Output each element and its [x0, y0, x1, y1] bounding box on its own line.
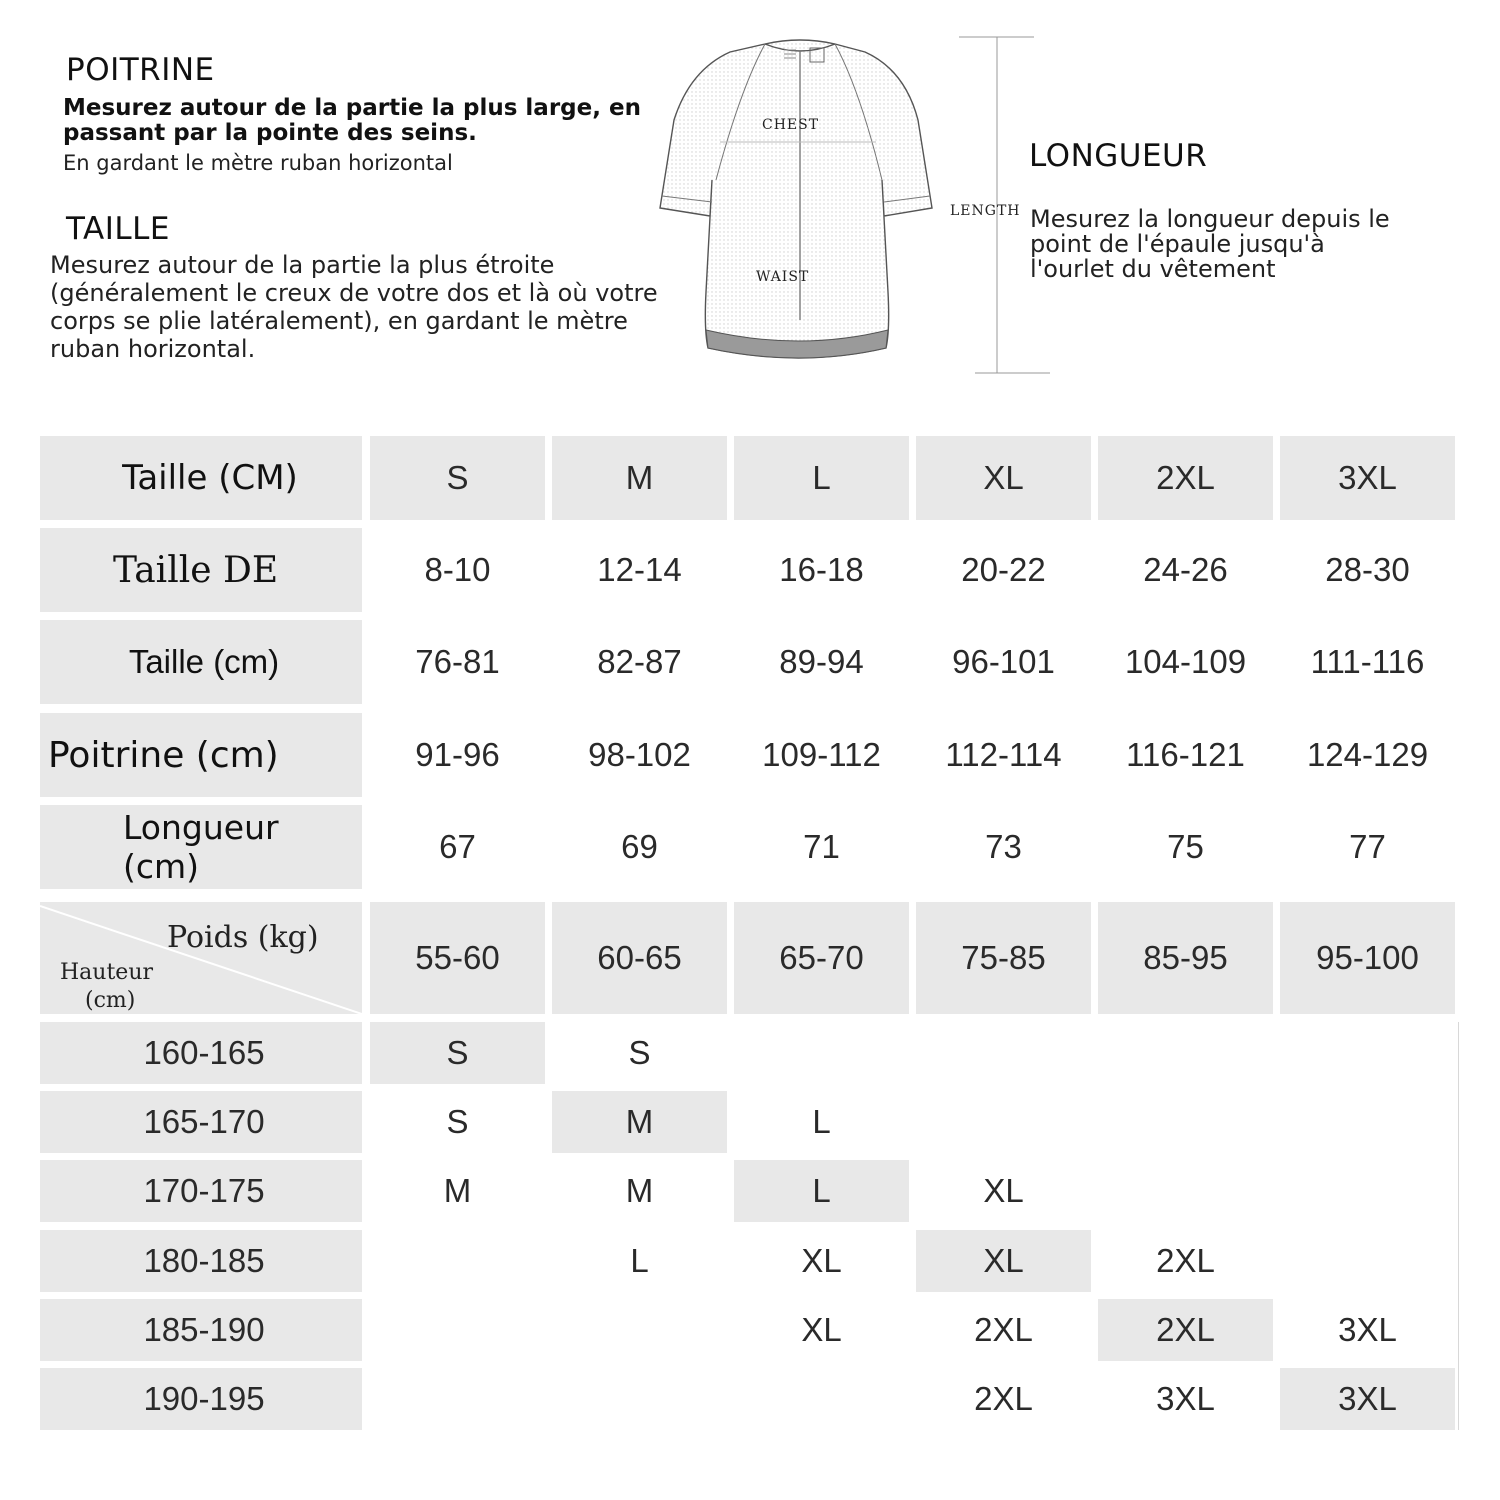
waist-desc-line2: (généralement le creux de votre dos et là où votre [50, 279, 658, 307]
fit-cell [1280, 1160, 1455, 1222]
size-cell: 16-18 [779, 551, 864, 588]
size-cell: 116-121 [1126, 736, 1245, 773]
fit-cell: S [628, 1034, 651, 1071]
fit-cell [1280, 1230, 1455, 1292]
size-cell: 111-116 [1310, 643, 1425, 680]
weight-header: 60-65 [552, 902, 727, 1014]
fit-cell: 3XL [1156, 1380, 1215, 1417]
weight-header: 75-85 [916, 902, 1091, 1014]
size-cell: 112-114 [945, 736, 1062, 773]
fit-cell [370, 1299, 545, 1361]
waist-desc-line1: Mesurez autour de la partie la plus étroite [50, 251, 555, 279]
fit-cell: 2XL [974, 1380, 1033, 1417]
size-cell: 20-22 [961, 551, 1046, 588]
fit-cell [1098, 1091, 1273, 1153]
fit-cell: 3XL [1338, 1311, 1397, 1348]
height-axis-label: Hauteur [60, 960, 154, 985]
chest-desc-line2: passant par la pointe des seins. [63, 120, 477, 146]
height-row-label: 190-195 [40, 1368, 362, 1430]
weight-axis-label: Poids (kg) [167, 920, 319, 955]
waist-title: TAILLE [66, 211, 171, 247]
fit-cell [370, 1368, 545, 1430]
size-cell: 96-101 [952, 643, 1055, 680]
fit-cell: L [812, 1103, 831, 1140]
fit-cell [916, 1022, 1091, 1084]
chest-desc-line1: Mesurez autour de la partie la plus large, en [63, 95, 641, 121]
size-header-xl: XL [916, 436, 1091, 520]
size-cell: 75 [1167, 828, 1204, 865]
size-cell: 82-87 [597, 643, 682, 680]
size-cell: 91-96 [415, 736, 500, 773]
fit-cell [552, 1299, 727, 1361]
size-header-s: S [370, 436, 545, 520]
fit-cell: XL [983, 1172, 1024, 1209]
weight-header: 85-95 [1098, 902, 1273, 1014]
jersey-illustration [650, 30, 950, 390]
size-cell: 89-94 [779, 643, 864, 680]
fit-cell [370, 1230, 545, 1292]
size-cell: 124-129 [1306, 736, 1429, 773]
waist-diagram-label: WAIST [756, 269, 810, 285]
table-right-border [1458, 1022, 1459, 1430]
fit-cell: L [630, 1242, 649, 1279]
height-row-label: 185-190 [40, 1299, 362, 1361]
length-title: LONGUEUR [1029, 138, 1208, 174]
size-header-3xl: 3XL [1280, 436, 1455, 520]
fit-cell [1280, 1091, 1455, 1153]
fit-cell-highlight: 3XL [1280, 1368, 1455, 1430]
size-header-l: L [734, 436, 909, 520]
height-row-label: 160-165 [40, 1022, 362, 1084]
fit-cell [734, 1022, 909, 1084]
size-cell: 8-10 [424, 551, 491, 588]
size-cell: 76-81 [415, 643, 500, 680]
fit-cell-highlight: XL [916, 1230, 1091, 1292]
chest-title: POITRINE [66, 52, 215, 88]
length-desc-line3: l'ourlet du vêtement [1030, 255, 1276, 283]
size-header-label: Taille (CM) [40, 436, 362, 520]
size-cell: 71 [803, 828, 840, 865]
fit-cell-highlight: L [734, 1160, 909, 1222]
size-cell: 67 [439, 828, 476, 865]
size-cell: 28-30 [1325, 551, 1410, 588]
fit-cell [734, 1368, 909, 1430]
length-desc-line2: point de l'épaule jusqu'à [1030, 230, 1325, 258]
length-desc-line1: Mesurez la longueur depuis le [1030, 205, 1390, 233]
fit-cell [916, 1091, 1091, 1153]
size-header-2xl: 2XL [1098, 436, 1273, 520]
fit-cell: 2XL [974, 1311, 1033, 1348]
waist-desc-line4: ruban horizontal. [50, 335, 256, 363]
weight-header: 65-70 [734, 902, 909, 1014]
fit-cell [1280, 1022, 1455, 1084]
height-row-label: 180-185 [40, 1230, 362, 1292]
jersey-icon [650, 30, 950, 390]
fit-cell: M [443, 1172, 472, 1209]
fit-cell: 2XL [1156, 1242, 1215, 1279]
fit-cell-highlight: 2XL [1098, 1299, 1273, 1361]
height-row-label: 170-175 [40, 1160, 362, 1222]
fit-cell [1098, 1160, 1273, 1222]
size-cell: 77 [1349, 828, 1386, 865]
fit-cell-highlight: M [552, 1091, 727, 1153]
chest-desc-line3: En gardant le mètre ruban horizontal [63, 151, 453, 175]
size-cell: 24-26 [1143, 551, 1228, 588]
waist-desc-line3: corps se plie latéralement), en gardant le mètre [50, 307, 628, 335]
size-row-label: Longueur (cm) [40, 805, 362, 889]
fit-corner-header [40, 902, 362, 1014]
fit-cell: M [625, 1172, 654, 1209]
fit-cell: XL [801, 1242, 842, 1279]
size-cell: 109-112 [762, 736, 881, 773]
fit-cell [552, 1368, 727, 1430]
height-axis-unit: (cm) [85, 988, 136, 1013]
weight-header: 95-100 [1280, 902, 1455, 1014]
chest-diagram-label: CHEST [762, 117, 820, 133]
size-cell: 73 [985, 828, 1022, 865]
size-row-label: Poitrine (cm) [40, 713, 362, 797]
size-cell: 69 [621, 828, 658, 865]
size-cell: 12-14 [597, 551, 682, 588]
length-diagram-label: LENGTH [950, 203, 1021, 219]
fit-cell: S [446, 1103, 469, 1140]
size-row-label: Taille DE [40, 528, 362, 612]
fit-cell-highlight: S [370, 1022, 545, 1084]
weight-header: 55-60 [370, 902, 545, 1014]
size-cell: 104-109 [1124, 643, 1247, 680]
size-cell: 98-102 [588, 736, 691, 773]
size-header-m: M [552, 436, 727, 520]
size-row-label: Taille (cm) [40, 620, 362, 704]
fit-cell: XL [801, 1311, 842, 1348]
fit-cell [1098, 1022, 1273, 1084]
height-row-label: 165-170 [40, 1091, 362, 1153]
